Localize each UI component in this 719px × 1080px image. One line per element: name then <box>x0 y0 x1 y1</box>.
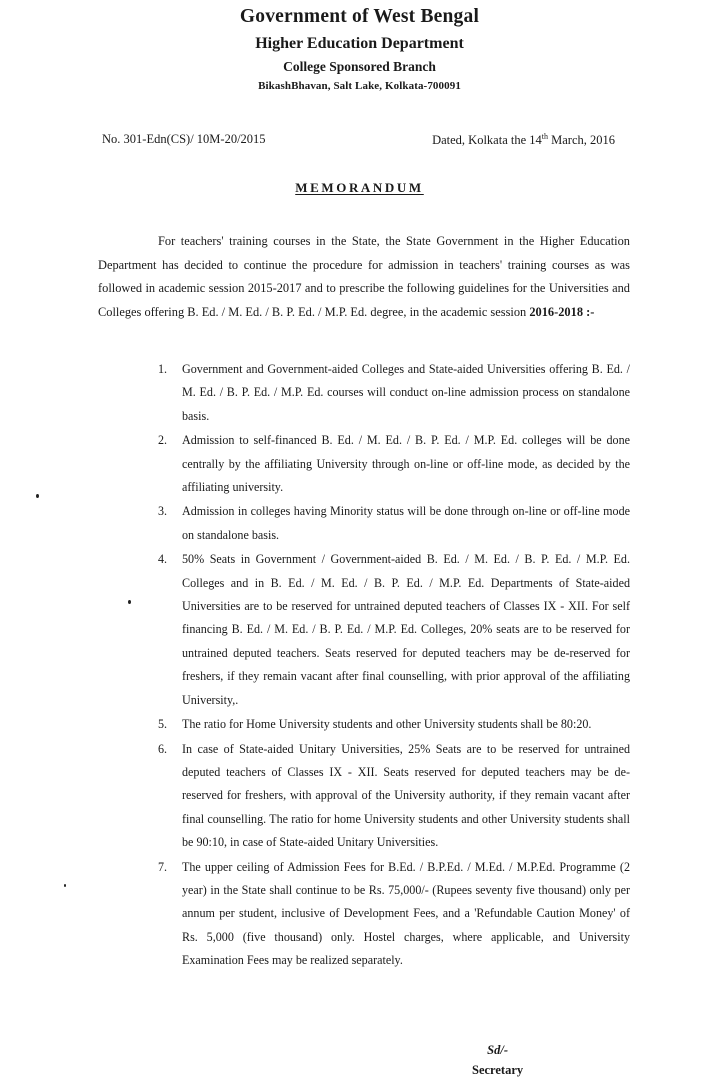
guideline-text: In case of State-aided Unitary Universities, 25% Seats are to be reserved for untrained deputed teachers of Classes IX - XII. Seats reserved for deputed teachers may be de-reserved for freshers, with approval of the University authority, if they remain vacant after final counselling. The ratio for home University students and other University students shall be 90:10, in case of State-aided Unitary Universities. <box>182 741 630 850</box>
guideline-number: 7. <box>158 859 168 874</box>
intro-paragraph <box>98 230 630 324</box>
guideline-number: 2. <box>158 433 168 448</box>
intro-tail: :- <box>583 304 595 319</box>
guideline-number: 5. <box>158 717 168 732</box>
memo-title-text: MEMORANDUM <box>295 180 424 195</box>
guideline-item <box>158 738 630 855</box>
guideline-text: 50% Seats in Government / Government-aided B. Ed. / M. Ed. / B. P. Ed. / M.P. Ed. Colleges and in B. Ed. / M. Ed. / B. P. Ed. / M.P. Ed. Departments of State-aided Universities are to be reserved for untrained deputed teachers of Classes IX - XII. For self financing B. Ed. / M. Ed. / B. P. Ed. / M.P. Ed. Colleges, 20% seats are to be reserved for untrained deputed teachers. Seats reserved for deputed teachers may be de-reserved for freshers, if they remain vacant after final counselling, with prior approval of the affiliating University,. <box>182 552 630 707</box>
guideline-item <box>158 713 630 736</box>
government-name: Government of West Bengal <box>239 6 480 27</box>
guideline-number: 4. <box>158 552 168 567</box>
intro-text: For teachers' training courses in the State, the State Government in the Higher Education Department has decided to continue the procedure for admission in teachers' training courses as was followed in academic session 2015-2017 and to prescribe the following guidelines for the Universities and Colleges offering B. Ed. / M. Ed. / B. P. Ed. / M.P. Ed. degree, in the academic session <box>98 234 630 319</box>
guideline-text: The upper ceiling of Admission Fees for B.Ed. / B.P.Ed. / M.Ed. / M.P.Ed. Programme (2 year) in the State shall continue to be Rs. 75,000/- (Rupees seventy five thousand) only per annum per student, inclusive of Development Fees, and a 'Refundable Caution Money' of Rs. 5,000 (five thousand) only. Hostel charges, where applicable, and University Examination Fees may be realized separately. <box>182 859 630 968</box>
guideline-text: The ratio for Home University students and other University students shall be 80:20. <box>182 717 592 732</box>
office-address: BikashBhavan, Salt Lake, Kolkata-700091 <box>258 80 461 92</box>
signature-sd: Sd/- <box>487 1043 508 1057</box>
academic-session: 2016-2018 <box>529 304 584 319</box>
memo-date <box>432 132 615 148</box>
scan-speck <box>128 600 131 604</box>
signatory-designation: Secretary <box>472 1063 524 1077</box>
guideline-item <box>158 856 630 973</box>
scan-speck <box>64 884 66 887</box>
guidelines-list <box>158 358 630 974</box>
date-suffix: March, 2016 <box>548 133 615 148</box>
guideline-number: 1. <box>158 362 168 376</box>
memo-title <box>0 180 719 196</box>
guideline-item <box>158 429 630 499</box>
date-ordinal: th <box>541 132 548 141</box>
date-prefix: Dated, Kolkata the 14 <box>432 133 542 148</box>
guideline-item <box>158 548 630 712</box>
branch-name: College Sponsored Branch <box>283 59 436 74</box>
guideline-item <box>158 500 630 547</box>
signature-block <box>472 1040 523 1080</box>
guideline-text: Admission to self-financed B. Ed. / M. Ed. / B. P. Ed. / M.P. Ed. colleges will be done centrally by the affiliating University through on-line or off-line mode, as decided by the affiliating university. <box>182 433 630 495</box>
guideline-number: 3. <box>158 504 168 519</box>
guideline-item <box>158 358 630 428</box>
scan-speck <box>36 494 39 498</box>
memo-number: No. 301-Edn(CS)/ 10M-20/2015 <box>102 132 266 146</box>
guideline-number: 6. <box>158 741 168 756</box>
guideline-text: Admission in colleges having Minority status will be done through on-line or off-line mode on standalone basis. <box>182 504 630 542</box>
guideline-text: Government and Government-aided Colleges and State-aided Universities offering B. Ed. / M. Ed. / B. P. Ed. / M.P. Ed. courses will conduct on-line admission process on standalone basis. <box>182 362 630 423</box>
department-name: Higher Education Department <box>255 35 464 52</box>
